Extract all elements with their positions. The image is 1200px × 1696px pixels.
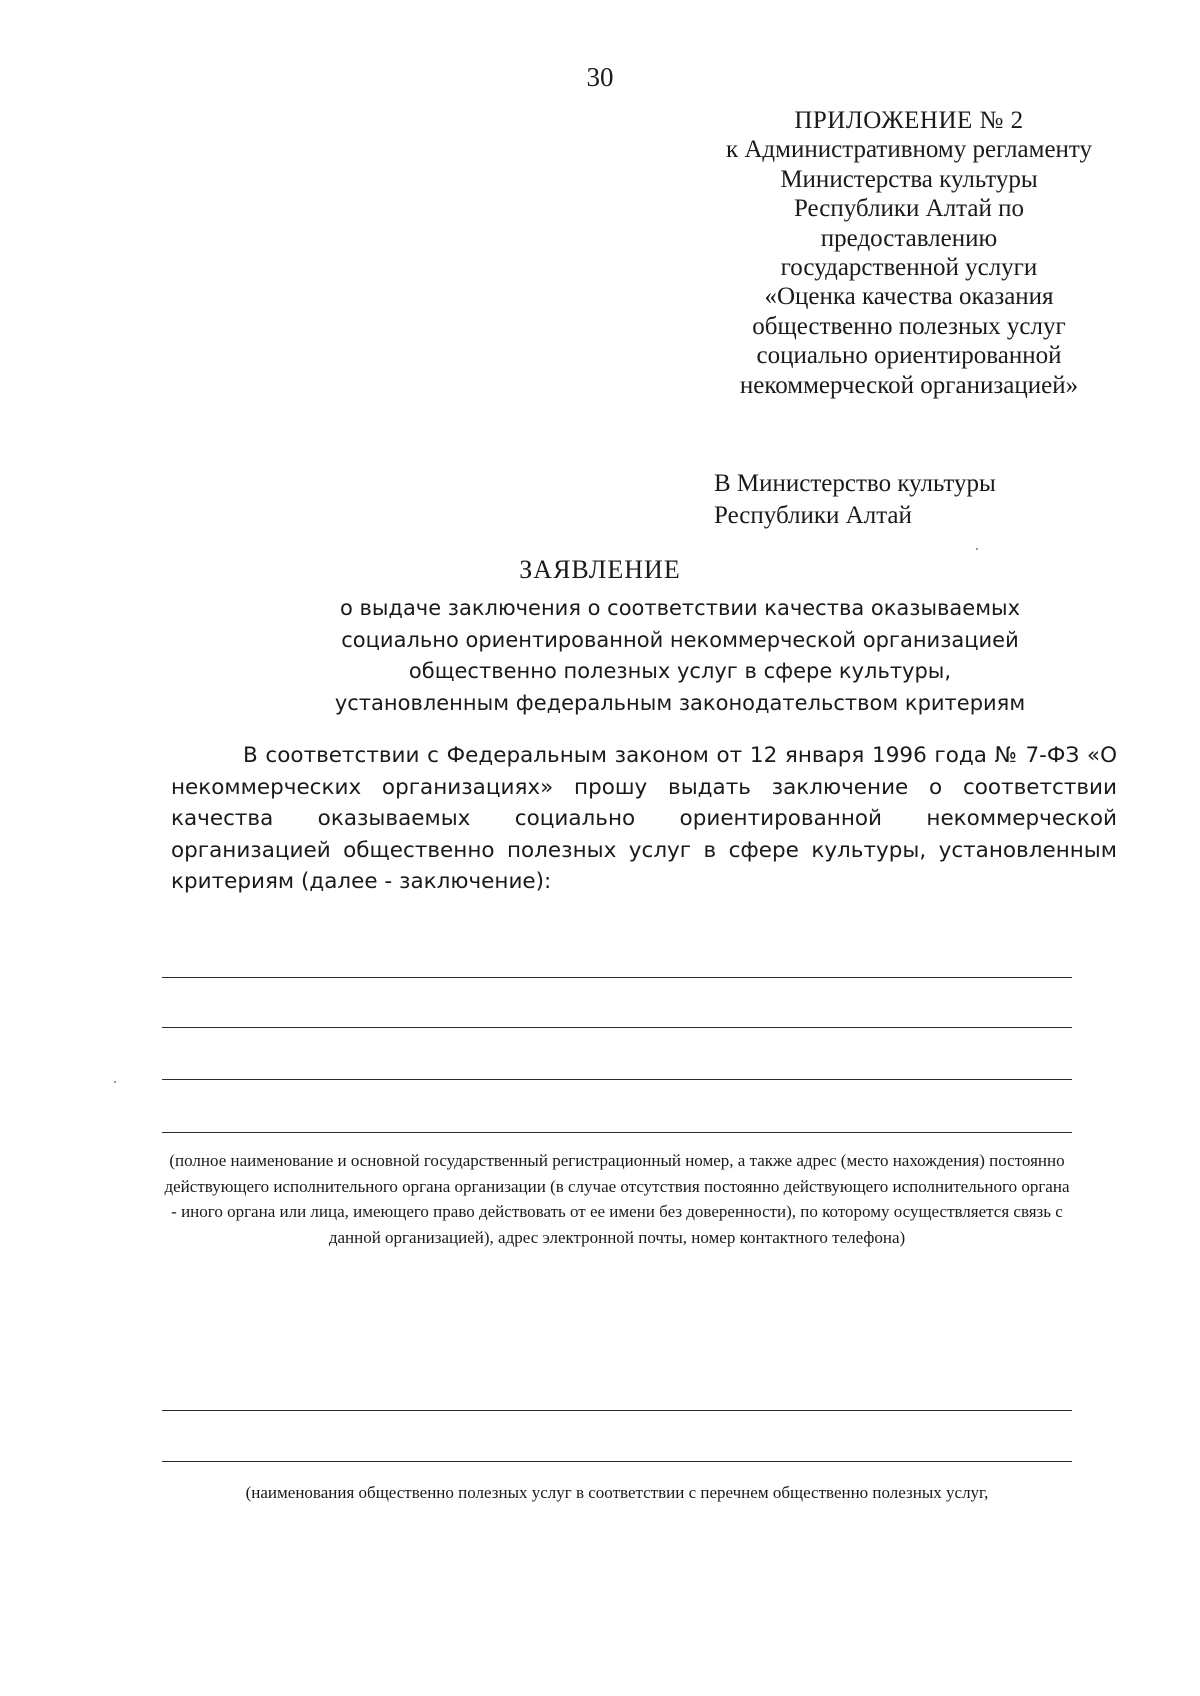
appendix-title: ПРИЛОЖЕНИЕ № 2 [794, 107, 1024, 134]
fill-in-line[interactable] [162, 1079, 1072, 1080]
appendix-line: «Оценка качества оказания [764, 283, 1054, 311]
statement-body: В соответствии с Федеральным законом от 12 января 1996 года № 7-ФЗ «О некоммерческих организациях» прошу выдать заключение о соответствии качества оказываемых социально ориентированной некоммерческой организацией общественно полезных услуг в сфере культуры, установленным критериям (далее - заключение): [171, 743, 1117, 894]
addressee-block [714, 468, 1114, 532]
appendix-block [695, 106, 1123, 400]
scan-speck [976, 548, 978, 550]
organization-caption: (полное наименование и основной государственный регистрационный номер, а также адрес (место нахождения) постоянно действующего исполнительного органа организации (в случае отсутствия постоянно действующего исполнительного органа - иного органа или лица, имеющего право действовать от ее имени без доверенности), по которому осуществляется связь с данной организацией), адрес электронной почты, номер контактного телефона) [164, 1151, 1070, 1247]
subtitle-line: о выдаче заключения о соответствии качества оказываемых [339, 596, 1021, 620]
fill-in-line[interactable] [162, 1410, 1072, 1411]
scan-speck [114, 1081, 116, 1083]
subtitle-line: установленным федеральным законодательством критериям [334, 690, 1026, 715]
appendix-line: Министерства культуры [780, 165, 1038, 193]
subtitle-line: социально ориентированной некоммерческой организацией [341, 627, 1019, 652]
appendix-line: государственной услуги [780, 254, 1038, 282]
fill-in-line[interactable] [162, 1027, 1072, 1028]
subtitle-line: общественно полезных услуг в сфере культуры, [408, 659, 952, 683]
fill-in-line[interactable] [162, 977, 1072, 978]
appendix-line: социально ориентированной [756, 342, 1062, 370]
fill-in-line[interactable] [162, 1132, 1072, 1133]
appendix-line: Республики Алтай по [793, 195, 1025, 223]
statement-title: ЗАЯВЛЕНИЕ [519, 555, 681, 584]
addressee-line-2: Республики Алтай [714, 502, 912, 529]
fill-in-line[interactable] [162, 1461, 1072, 1462]
appendix-line: общественно полезных услуг [752, 312, 1066, 340]
appendix-line: к Административному регламенту [725, 136, 1093, 164]
services-caption: (наименования общественно полезных услуг в соответствии с перечнем общественно полезных услуг, [245, 1483, 989, 1502]
page-number: 30 [586, 62, 614, 92]
statement-subtitle [300, 593, 1060, 719]
appendix-line: предоставлению [820, 224, 998, 252]
appendix-line: некоммерческой организацией» [739, 371, 1079, 399]
addressee-line-1: В Министерство культуры [714, 470, 996, 497]
